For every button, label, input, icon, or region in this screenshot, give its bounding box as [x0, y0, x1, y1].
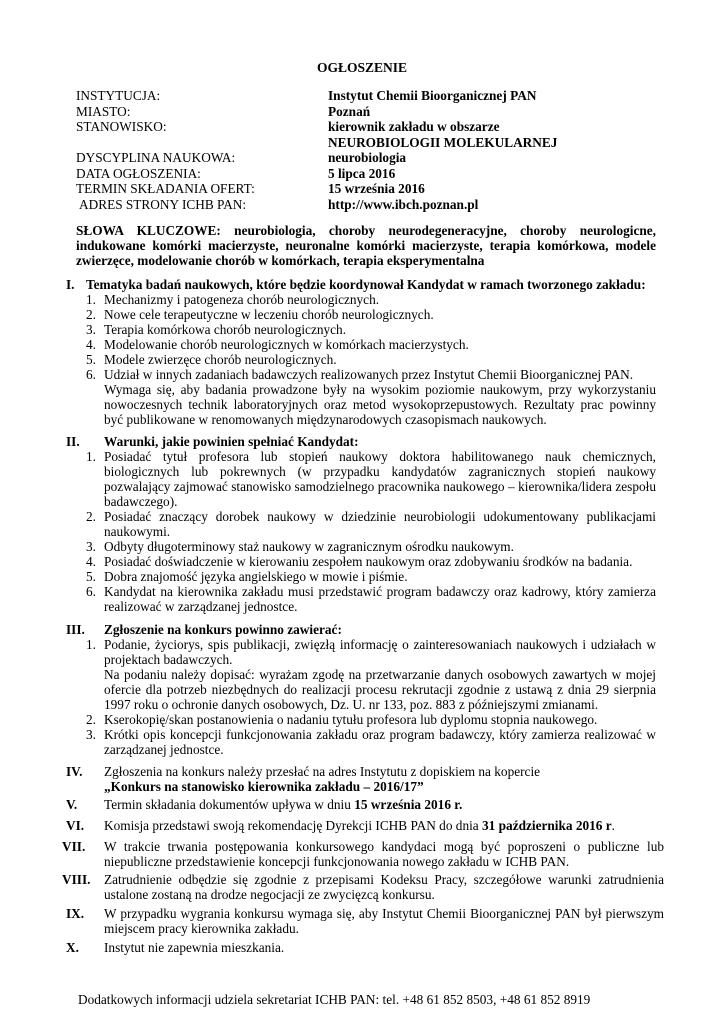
section-heading: Tematyka badań naukowych, które będzie koordynował Kandydat w ramach tworzonego zakładu:: [86, 277, 646, 292]
item-number: 2.: [86, 307, 96, 322]
section-text: W przypadku wygrania konkursu wymaga się, aby Instytut Chemii Bioorganicznej PAN był pierwszym miejscem pracy kierownika zakładu.: [104, 906, 664, 936]
keywords: SŁOWA KLUCZOWE: neurobiologia, choroby neurodegeneracyjne, choroby neurologicne, indukowane komórki macierzyste, neuronalne komórki macierzyste, terapia komórkowa, modele zwierzęce, modelowanie chorób w komórkach, terapia eksperymentalna: [76, 223, 656, 268]
item-text: Kserokopię/skan postanowienia o nadaniu tytułu profesora lub dyplomu stopnia naukowego.: [104, 712, 598, 727]
item-text: Dobra znajomość języka angielskiego w mowie i piśmie.: [104, 569, 408, 584]
section-text: W trakcie trwania postępowania konkursowego kandydaci mogą być poproszeni o publiczne lub niepubliczne przedstawienie koncepcji funkcjonowania nowego zakładu w ICHB PAN.: [104, 839, 664, 869]
item-number: 4.: [86, 337, 96, 352]
item-number: 3.: [86, 322, 96, 337]
item-text: Krótki opis koncepcji funkcjonowania zakładu oraz program badawczy, który zamierza realizować w zarządzanej jednostce.: [104, 727, 656, 757]
list-item: [86, 352, 656, 367]
section-text: [104, 764, 664, 794]
item-text: Kandydat na kierownika zakładu musi przedstawić program badawczy oraz kadrowy, który zamierza realizować w zarządzanej jednostce.: [104, 584, 656, 614]
info-row: [76, 197, 676, 213]
section-body: Zgłoszenia na konkurs należy przesłać na adres Instytutu z dopiskiem na kopercie: [104, 764, 541, 779]
section-end: .: [611, 818, 615, 833]
info-value: Poznań: [328, 103, 371, 119]
item-number: 2.: [86, 712, 96, 727]
item-number: 1.: [86, 637, 96, 652]
item-text: Posiadać znaczący dorobek naukowy w dziedzinie neurobiologii udokumentowany publikacjami naukowymi.: [104, 509, 656, 539]
section-text: [104, 818, 664, 833]
list-item: [86, 539, 656, 554]
item-number: 2.: [86, 509, 96, 524]
section-number: VII.: [62, 839, 86, 854]
info-row: [76, 135, 676, 151]
item-text: Nowe cele terapeutyczne w leczeniu chorób neurologicznych.: [104, 307, 434, 322]
info-row: [76, 150, 676, 166]
info-row: [76, 166, 676, 182]
item-text: Posiadać doświadczenie w kierowaniu zespołem naukowym oraz zdobywaniu środków na badania.: [104, 554, 633, 569]
list-item: [86, 727, 656, 757]
list-item: [86, 382, 656, 427]
item-number: 3.: [86, 727, 96, 742]
section-number: VIII.: [62, 872, 91, 887]
info-label: STANOWISKO:: [76, 119, 167, 134]
section-number: I.: [66, 277, 75, 292]
section-heading: Zgłoszenie na konkurs powinno zawierać:: [104, 622, 342, 637]
item-number: 5.: [86, 569, 96, 584]
envelope-note: „Konkurs na stanowisko kierownika zakładu – 2016/17”: [104, 779, 424, 794]
list-item: [86, 322, 656, 337]
section-number: IV.: [66, 764, 83, 779]
info-value: NEUROBIOLOGII MOLEKULARNEJ: [328, 134, 558, 150]
section-number: VI.: [66, 818, 85, 833]
item-text: Modelowanie chorób neurologicznych w komórkach macierzystych.: [104, 337, 469, 352]
info-label: ADRES STRONY ICHB PAN:: [79, 196, 247, 212]
section-number: X.: [66, 940, 79, 955]
item-text: Podanie, życiorys, spis publikacji, zwięzłą informację o zainteresowaniach naukowych i udziałach w projektach badawczych.: [104, 637, 656, 667]
info-value: 15 września 2016: [328, 181, 425, 196]
list-item: [86, 337, 656, 352]
list-item: [86, 449, 656, 509]
item-text: Mechanizmy i patogeneza chorób neurologicznych.: [104, 292, 380, 307]
info-row: [76, 88, 676, 104]
list-item: [86, 712, 656, 727]
info-label: INSTYTUCJA:: [76, 88, 161, 103]
list-item: [86, 509, 656, 539]
info-label: MIASTO:: [76, 103, 131, 119]
section-text: [104, 797, 664, 812]
list-item: [86, 292, 656, 307]
info-value: neurobiologia: [328, 150, 407, 165]
section-number: III.: [66, 622, 85, 637]
info-label: DYSCYPLINA NAUKOWA:: [76, 150, 236, 165]
page-title: OGŁOSZENIE: [316, 60, 408, 75]
section-body: Termin składania dokumentów upływa w dniu: [104, 797, 351, 812]
item-list: [86, 292, 656, 427]
consent-note: Na podaniu należy dopisać: wyrażam zgodę na przetwarzanie danych osobowych zawartych w mojej ofercie dla potrzeb niezbędnych do realizacji procesu rekrutacji zgodnie z ustawą z dnia 29 sierpnia 1997 roku o ochronie danych osobowych, Dz. U. nr 133, poz. 883 z późniejszymi zmianami.: [104, 667, 656, 712]
item-number: 6.: [86, 367, 96, 382]
section-body: Komisja przedstawi swoją rekomendację Dyrekcji ICHB PAN do dnia: [104, 818, 479, 833]
info-value: 5 lipca 2016: [328, 165, 396, 181]
item-text: Modele zwierzęce chorób neurologicznych.: [104, 352, 337, 367]
info-row: [76, 181, 676, 197]
item-text: Terapia komórkowa chorób neurologicznych.: [104, 322, 347, 337]
item-number: 1.: [86, 292, 96, 307]
section-note: Wymaga się, aby badania prowadzone były na wysokim poziomie naukowym, przy wykorzystaniu nowoczesnych technik laboratoryjnych oraz metod wysokoprzepustowych. Rezultaty prac powinny być publikowane w renomowanych międzynarodowych czasopismach naukowych.: [104, 382, 656, 427]
item-number: 5.: [86, 352, 96, 367]
info-row: [76, 104, 676, 120]
list-item: [86, 367, 656, 382]
info-value: kierownik zakładu w obszarze: [328, 119, 500, 134]
item-number: 4.: [86, 554, 96, 569]
website-link[interactable]: http://www.ibch.poznan.pl: [328, 196, 479, 212]
contact-footer: Dodatkowych informacji udziela sekretariat ICHB PAN: tel. +48 61 852 8503, +48 61 852 8919: [78, 992, 591, 1007]
info-label: [76, 135, 328, 151]
section-text: Instytut nie zapewnia mieszkania.: [104, 940, 285, 955]
list-item: [86, 569, 656, 584]
info-table: [76, 88, 676, 212]
section-heading: Warunki, jakie powinien spełniać Kandydat:: [104, 434, 359, 449]
list-item: [86, 307, 656, 322]
item-list: [86, 449, 656, 614]
item-text: Posiadać tytuł profesora lub stopień naukowy doktora habilitowanego nauk chemicznych, biologicznych lub pokrewnych (w przypadku kandydatów zagranicznych stopień naukowy pozwalający zajmować stanowisko samodzielnego pracownika naukowego – kierownika/lidera zespołu badawczego).: [104, 449, 656, 509]
item-text: Odbyty długoterminowy staż naukowy w zagranicznym ośrodku naukowym.: [104, 539, 514, 554]
item-number: 1.: [86, 449, 96, 464]
deadline-date: 15 września 2016 r.: [354, 797, 463, 812]
list-item: [86, 554, 656, 569]
section-number: IX.: [66, 906, 85, 921]
info-value: Instytut Chemii Bioorganicznej PAN: [328, 88, 537, 103]
section-number: II.: [66, 434, 80, 449]
item-number: 6.: [86, 584, 96, 599]
list-item: [86, 637, 656, 712]
item-list: [86, 637, 656, 757]
recommendation-date: 31 października 2016 r: [482, 818, 612, 833]
list-item: [86, 584, 656, 614]
section-text: Zatrudnienie odbędzie się zgodnie z przepisami Kodeksu Pracy, szczegółowe warunki zatrudnienia ustalone zostaną na drodze negocjacji ze zwycięzcą konkursu.: [104, 872, 664, 902]
info-label: TERMIN SKŁADANIA OFERT:: [76, 181, 255, 196]
item-text: Udział w innych zadaniach badawczych realizowanych przez Instytut Chemii Bioorganicznej PAN.: [104, 367, 634, 382]
section-number: V.: [66, 797, 78, 812]
info-row: [76, 119, 676, 135]
info-label: DATA OGŁOSZENIA:: [76, 165, 201, 181]
item-number: 3.: [86, 539, 96, 554]
